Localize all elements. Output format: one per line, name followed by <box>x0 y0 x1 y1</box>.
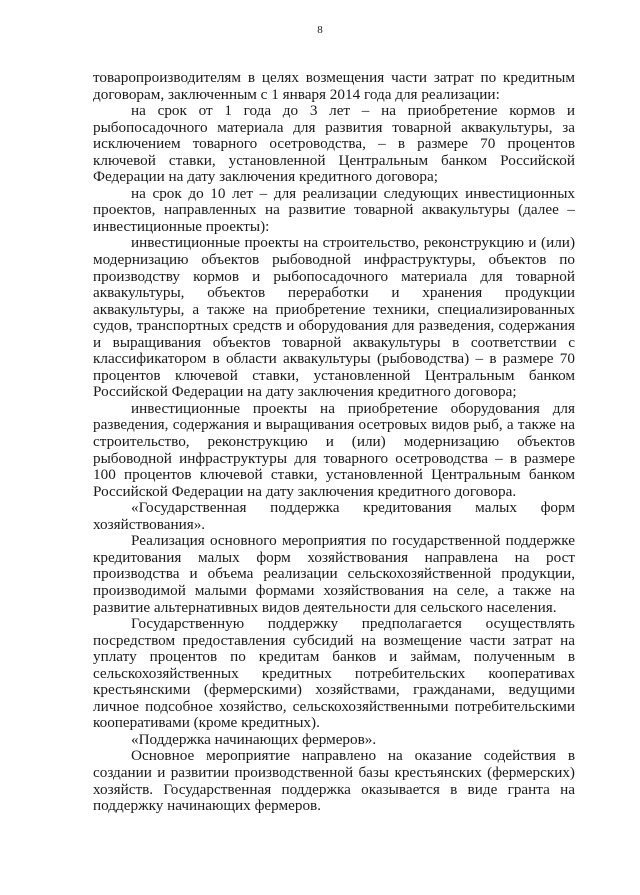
paragraph: Основное мероприятие направлено на оказание содействия в создании и развитии производственной базы крестьянских (фермерских) хозяйств. Государственная поддержка оказывается в виде гранта на поддержку начинающих фермеров. <box>93 747 575 815</box>
page-number: 8 <box>317 24 323 36</box>
paragraph: «Государственная поддержка кредитования малых форм хозяйствования». <box>93 499 575 533</box>
paragraph: инвестиционные проекты на приобретение оборудования для разведения, содержания и выращивания осетровых видов рыб, а также на строительство, реконструкцию и (или) модернизацию объектов рыбоводной инфраструктуры для товарного осетроводства – в размере 100 процентов ключевой ставки, установленной Центральным банком Российской Федерации на дату заключения кредитного договора. <box>93 399 575 500</box>
paragraph: на срок до 10 лет – для реализации следующих инвестиционных проектов, направленных на развитие товарной аквакультуры (далее – инвестиционные проекты): <box>93 184 575 235</box>
paragraph: Государственную поддержку предполагается осуществлять посредством предоставления субсидий на возмещение части затрат на уплату процентов по кредитам банков и займам, полученным в сельскохозяйственных кредитных потребительских кооперативах крестьянскими (фермерскими) хозяйствами, гражданами, ведущими личное подсобное хозяйство, сельскохозяйственными потребительскими кооперативами (кроме кредитных). <box>93 615 575 732</box>
paragraph: на срок от 1 года до 3 лет – на приобретение кормов и рыбопосадочного материала для развития товарной аквакультуры, за исключением товарного осетроводства, – в размере 70 процентов ключевой ставки, установленной Центральным банком Российской Федерации на дату заключения кредитного договора; <box>93 102 575 186</box>
paragraph: инвестиционные проекты на строительство, реконструкцию и (или) модернизацию объектов рыбоводной инфраструктуры, объектов по производству кормов и рыбопосадочного материала для товарной аквакультуры, объектов переработки и хранения продукции аквакультуры, а также на приобретение техники, специализированных судов, транспортных средств и оборудования для разведения, содержания и выращивания объектов товарной аквакультуры в соответствии с классификатором в области аквакультуры (рыбоводства) – в размере 70 процентов ключевой ставки, установленной Центральным банком Российской Федерации на дату заключения кредитного договора; <box>93 234 575 401</box>
document-body <box>93 70 575 815</box>
paragraph: товаропроизводителям в целях возмещения части затрат по кредитным договорам, заключенным с 1 января 2014 года для реализации: <box>93 69 575 103</box>
paragraph: Реализация основного мероприятия по государственной поддержке кредитования малых форм хозяйствования направлена на рост производства и объема реализации сельскохозяйственной продукции, производимой малыми формами хозяйствования на селе, а также на развитие альтернативных видов деятельности для сельского населения. <box>93 532 575 616</box>
paragraph: «Поддержка начинающих фермеров». <box>131 730 377 748</box>
